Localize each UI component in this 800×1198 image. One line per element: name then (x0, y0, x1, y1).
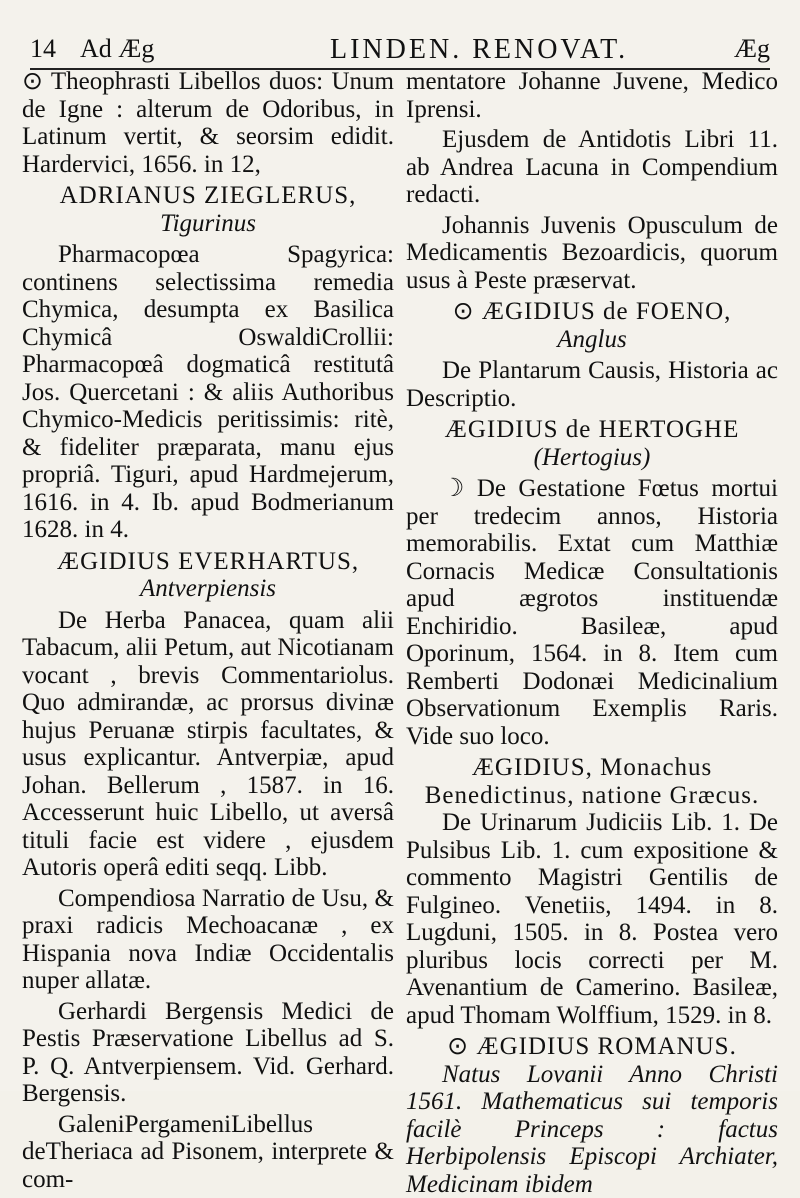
paragraph: De Plantarum Causis, Historia ac Descriptio. (406, 357, 778, 412)
header-center-title: LINDEN. RENOVAT. (330, 34, 628, 66)
paragraph: De Urinarum Judiciis Lib. 1. De Pulsibus Lib. 1. cum expositione & commento Magistri Gentilis de Fulgineo. Venetiis, 1494. in 8. Lugduni, 1505. in 8. Postea vero pluribus locis correcti per M. Avenantium de Camerino. Basileæ, apud Thomam Wolffium, 1529. in 8. (406, 809, 778, 1029)
paragraph: ⊙ Theophrasti Libellos duos: Unum de Igne : alterum de Odoribus, in Latinum vertit, & seorsim edidit. Hardervici, 1656. in 12, (22, 68, 394, 178)
page-number: 14 (30, 34, 56, 64)
author-heading: ÆGIDIUS EVERHARTUS, (22, 548, 394, 576)
paragraph: ☽ De Gestatione Fœtus mortui per tredecim annos, Historia memorabilis. Extat cum Matthiæ Cornacis Medicæ Consultationis apud ægrotos instituendæ Enchiridio. Basileæ, apud Oporinum, 1564. in 8. Item cum Remberti Dodonæi Medicinalium Observationum Exemplis Raris. Vide suo loco. (406, 475, 778, 750)
paragraph: Compendiosa Narratio de Usu, & praxi radicis Mechoacanæ , ex Hispania nova Indiæ Occidentalis nuper allatæ. (22, 885, 394, 995)
left-column (22, 68, 394, 1061)
author-heading: ADRIANUS ZIEGLERUS, (22, 182, 394, 210)
paragraph: De Herba Panacea, quam alii Tabacum, alii Petum, aut Nicotianam vocant , brevis Commentariolus. Quo admirandæ, ac prorsus divinæ hujus Peruanæ stirpis facultates, & usus explicantur. Antverpiæ, apud Johan. Bellerum , 1587. in 16. Accesserunt huic Libello, ut aversâ tituli facie est videre , ejusdem Autoris operâ editi seqq. Libb. (22, 607, 394, 882)
paragraph: mentatore Johanne Juvene, Medico Iprensi. (406, 68, 778, 123)
author-heading: ⊙ ÆGIDIUS ROMANUS. (406, 1033, 778, 1061)
header-left-title: Ad Æg (80, 34, 154, 64)
header-right-title: Æg (734, 34, 770, 64)
author-heading: ÆGIDIUS de HERTOGHE (406, 416, 778, 444)
author-heading: ÆGIDIUS, Monachus Benedictinus, natione Græcus. (406, 754, 778, 809)
paragraph: Gerhardi Bergensis Medici de Pestis Præservatione Libellus ad S. P. Q. Antverpiensem. Vid. Gerhard. Bergensis. (22, 998, 394, 1108)
running-header (30, 28, 770, 70)
paragraph: Pharmacopœa Spagyrica: continens selectissima remedia Chymica, desumpta ex Basilica Chymicâ OswaldiCrollii: Pharmacopœâ dogmaticâ restitutâ Jos. Quercetani : & aliis Authoribus Chymico-Medicis peritissimis: ritè, & fideliter præparata, manu ejus propriâ. Tiguri, apud Hardmejerum, 1616. in 4. Ib. apud Bodmerianum 1628. in 4. (22, 241, 394, 544)
author-origin: Tigurinus (22, 210, 394, 238)
right-column (406, 68, 778, 1061)
paragraph: Natus Lovanii Anno Christi 1561. Mathematicus sui temporis facilè Princeps : factus Herbipolensis Episcopi Archiater, Medicinam ibidem (406, 1061, 778, 1198)
paragraph: GaleniPergameniLibellus deTheriaca ad Pisonem, interprete & com- (22, 1111, 394, 1194)
author-origin: (Hertogius) (406, 444, 778, 472)
author-heading: ⊙ ÆGIDIUS de FOENO, (406, 298, 778, 326)
author-origin: Antverpiensis (22, 575, 394, 603)
paragraph: Johannis Juvenis Opusculum de Medicamentis Bezoardicis, quorum usus à Peste præservat. (406, 212, 778, 295)
author-origin: Anglus (406, 326, 778, 354)
paragraph: Ejusdem de Antidotis Libri 11. ab Andrea Lacuna in Compendium redacti. (406, 126, 778, 209)
